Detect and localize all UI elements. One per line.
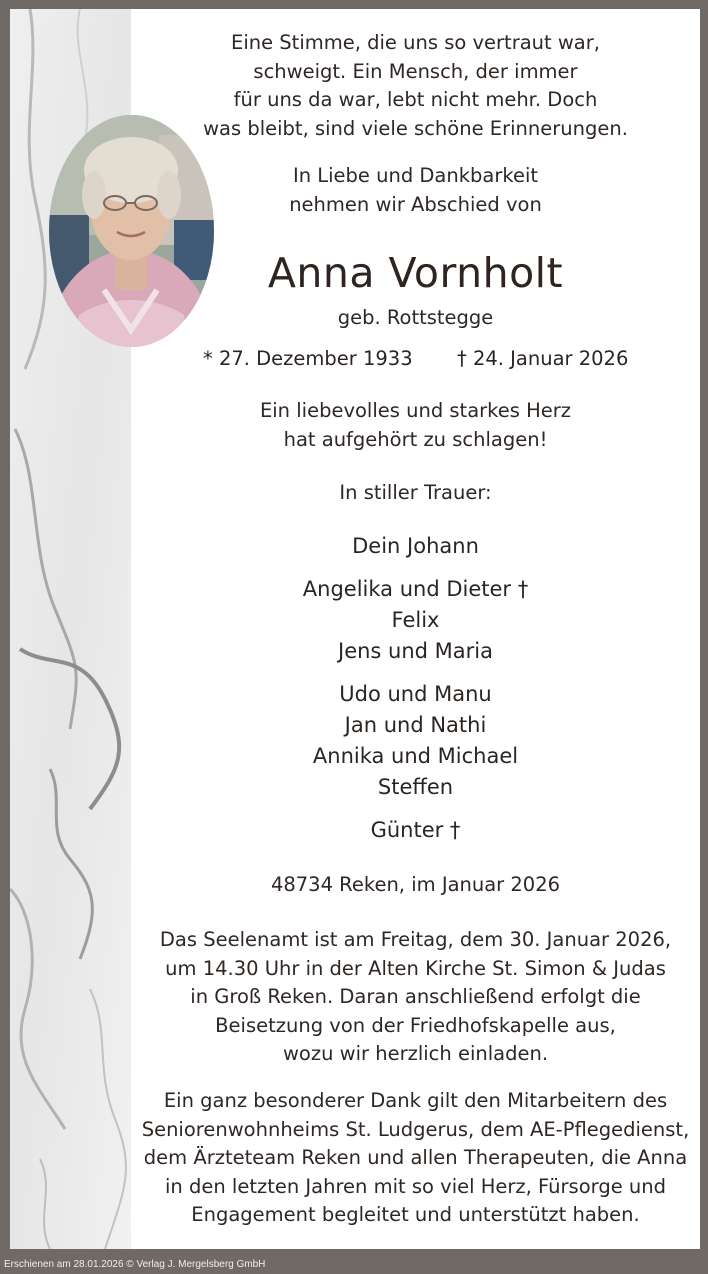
service-line: Beisetzung von der Friedhofskapelle aus, [215,1013,616,1037]
family-member: Felix [391,608,440,632]
heart-text [131,397,700,454]
mourning-label [131,479,700,508]
mourning-label-text: In stiller Trauer: [339,481,492,504]
family-member: Günter † [370,818,461,842]
family-member: Jens und Maria [338,639,493,663]
thanks-line: Ein ganz besonderer Dank gilt den Mitarbeitern des [163,1089,668,1112]
publication-footer: Erschienen am 28.01.2026 © Verlag J. Mergelsberg GmbH [4,1259,266,1270]
family-member: Annika und Michael [312,744,519,768]
family-member: Angelika und Dieter † [302,577,529,601]
place-date-text: 48734 Reken, im Januar 2026 [270,873,561,896]
heart-line: Ein liebevolles und starkes Herz [259,399,572,422]
family-group-3 [131,679,700,803]
poem-line: Eine Stimme, die uns so vertraut war, [231,31,600,54]
family-member: Dein Johann [352,534,479,558]
family-member: Udo und Manu [339,682,492,706]
intro-line: nehmen wir Abschied von [289,192,542,216]
maiden-name [131,304,700,333]
family-group-2 [131,574,700,667]
thanks-text [131,1087,700,1230]
thanks-line: in den letzten Jahren mit so viel Herz, Fürsorge und [165,1174,666,1198]
service-line: in Groß Reken. Daran anschließend erfolgt die [190,985,641,1008]
family-group-4 [131,815,700,846]
thanks-line: Seniorenwohnheims St. Ludgerus, dem AE-Pflegedienst, [141,1117,690,1141]
family-member: Steffen [377,775,454,799]
poem-line: was bleibt, sind viele schöne Erinnerungen. [203,116,628,140]
thanks-line: dem Ärzteteam Reken und allen Therapeuten, die Anna [143,1146,688,1169]
death-date: † 24. Januar 2026 [457,347,629,370]
obituary-text [131,9,700,1249]
service-line: wozu wir herzlich einladen. [282,1042,549,1065]
obituary-card [10,9,700,1249]
service-info [131,926,700,1069]
deceased-name: Anna Vornholt [267,249,564,297]
birth-date: * 27. Dezember 1933 [203,347,413,370]
intro-line: In Liebe und Dankbarkeit [292,164,539,187]
family-member: Jan und Nathi [344,713,487,737]
thanks-line: Engagement begleitet und unterstützt haben. [191,1203,640,1226]
place-date [131,871,700,900]
service-line: um 14.30 Uhr in der Alten Kirche St. Simon & Judas [165,956,666,980]
family-group-1 [131,531,700,562]
intro-text [131,162,700,219]
poem-line: schweigt. Ein Mensch, der immer [253,59,578,83]
poem [131,29,700,143]
heart-line: hat aufgehört zu schlagen! [283,427,548,451]
maiden-name-text: geb. Rottstegge [337,306,494,329]
service-line: Das Seelenamt ist am Freitag, dem 30. Januar 2026, [159,928,672,951]
poem-line: für uns da war, lebt nicht mehr. Doch [233,88,598,111]
